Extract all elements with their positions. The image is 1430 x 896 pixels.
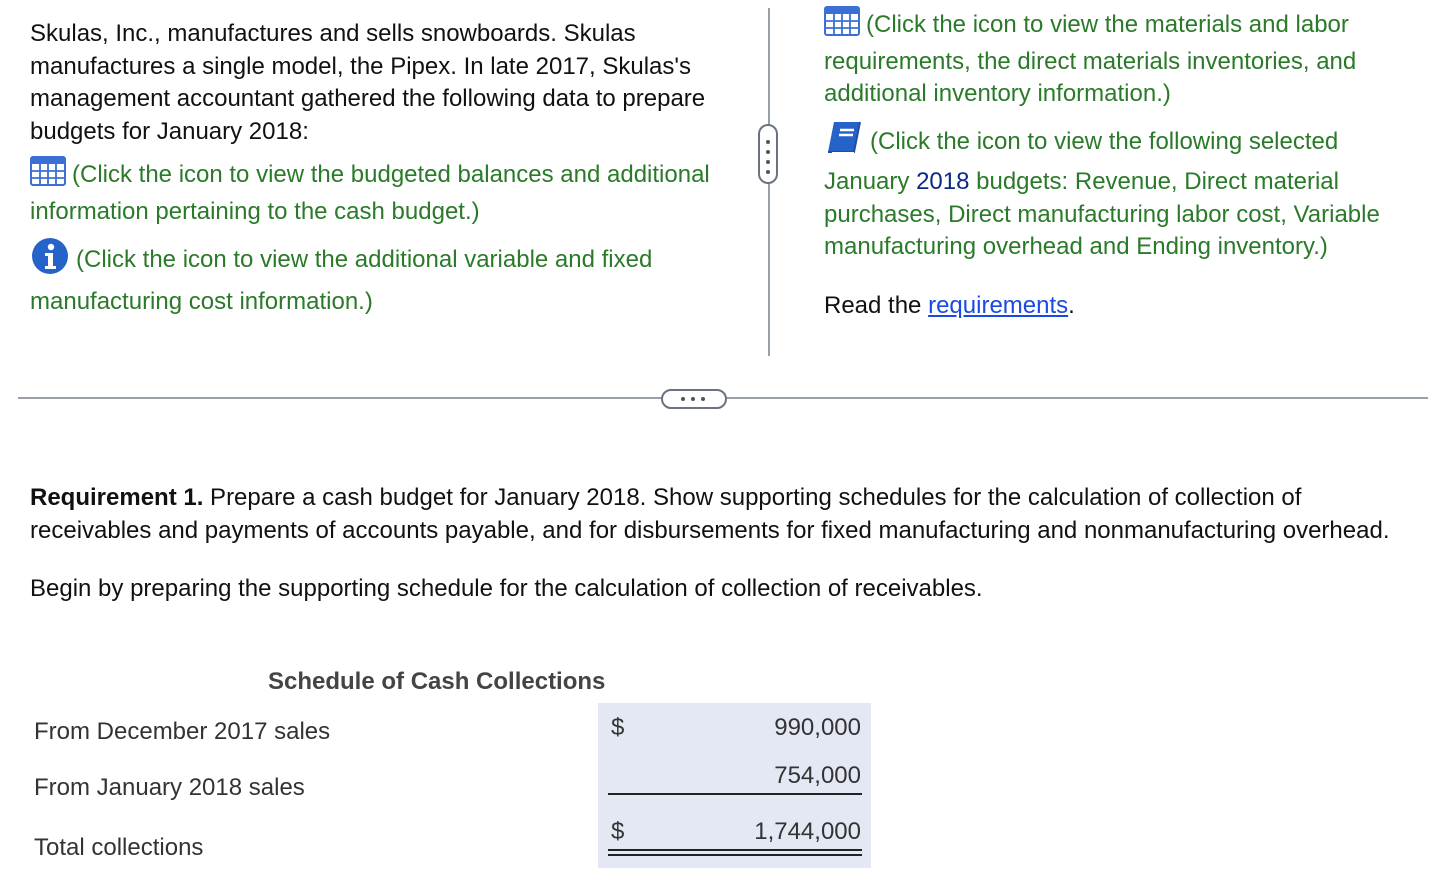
book-icon[interactable] [824, 119, 864, 167]
schedule-title: Schedule of Cash Collections [268, 668, 606, 695]
total-double-underline-bottom [608, 854, 862, 856]
ellipsis-icon [681, 397, 705, 401]
horizontal-resize-handle[interactable] [661, 389, 727, 409]
selected-budgets-link-text-b[interactable]: budgets: Revenue, Direct material purchases, Direct manufacturing labor cost, Variable manufacturing overhead and Ending inventory.) [824, 168, 1380, 260]
requirement-section [30, 482, 1415, 606]
spreadsheet-icon[interactable] [824, 6, 860, 46]
selected-budgets-link-text-a[interactable]: (Click the icon to view the following selected January [824, 127, 1339, 195]
vertical-resize-handle[interactable] [758, 124, 778, 184]
currency-symbol: $ [611, 818, 625, 845]
selected-budgets-link[interactable] [824, 119, 1414, 264]
budget-balances-link-text[interactable]: (Click the icon to view the budgeted balances and additional information pertaining to the cash budget.) [30, 161, 710, 225]
selected-budgets-year[interactable]: 2018 [916, 168, 970, 195]
requirement-body: Prepare a cash budget for January 2018. Show supporting schedules for the calculation of collection of receivables and payments of accounts payable, and for disbursements for fixed manufacturing and nonmanufacturing overhead. [30, 484, 1390, 544]
subtotal-underline [608, 793, 862, 795]
total-double-underline-top [608, 849, 862, 851]
requirement-text [30, 482, 1415, 547]
spreadsheet-icon[interactable] [30, 156, 66, 196]
left-panel [30, 18, 710, 318]
row-label-january: From January 2018 sales [34, 774, 305, 801]
january-sales-input[interactable]: 754,000 [774, 762, 861, 789]
variable-fixed-cost-link-text[interactable]: (Click the icon to view the additional variable and fixed manufacturing cost information.) [30, 246, 653, 315]
read-requirements-line [824, 290, 1414, 323]
total-collections-input[interactable]: 1,744,000 [754, 818, 861, 845]
december-sales-input[interactable]: 990,000 [774, 714, 861, 741]
requirement-label: Requirement 1. [30, 484, 204, 511]
read-suffix: . [1068, 291, 1075, 319]
currency-symbol: $ [611, 714, 625, 741]
instruction-text: Begin by preparing the supporting schedule for the calculation of collection of receivables. [30, 575, 983, 602]
materials-labor-link-text[interactable]: (Click the icon to view the materials and labor requirements, the direct materials inventories, and additional inventory information.) [824, 11, 1357, 107]
read-prefix: Read the [824, 291, 929, 319]
budget-balances-link[interactable] [30, 156, 710, 228]
materials-labor-link[interactable] [824, 6, 1414, 111]
info-icon[interactable] [30, 236, 70, 286]
variable-fixed-cost-link[interactable] [30, 236, 710, 318]
requirements-link[interactable]: requirements [928, 291, 1069, 319]
intro-text: Skulas, Inc., manufactures and sells snowboards. Skulas manufactures a single model, the Pipex. In late 2017, Skulas's management accountant gathered the following data to prepare budgets for January 2018: [30, 20, 706, 145]
row-label-total: Total collections [34, 834, 204, 861]
right-panel [824, 6, 1414, 322]
grip-dots-icon [766, 140, 770, 180]
row-label-december: From December 2017 sales [34, 718, 331, 745]
